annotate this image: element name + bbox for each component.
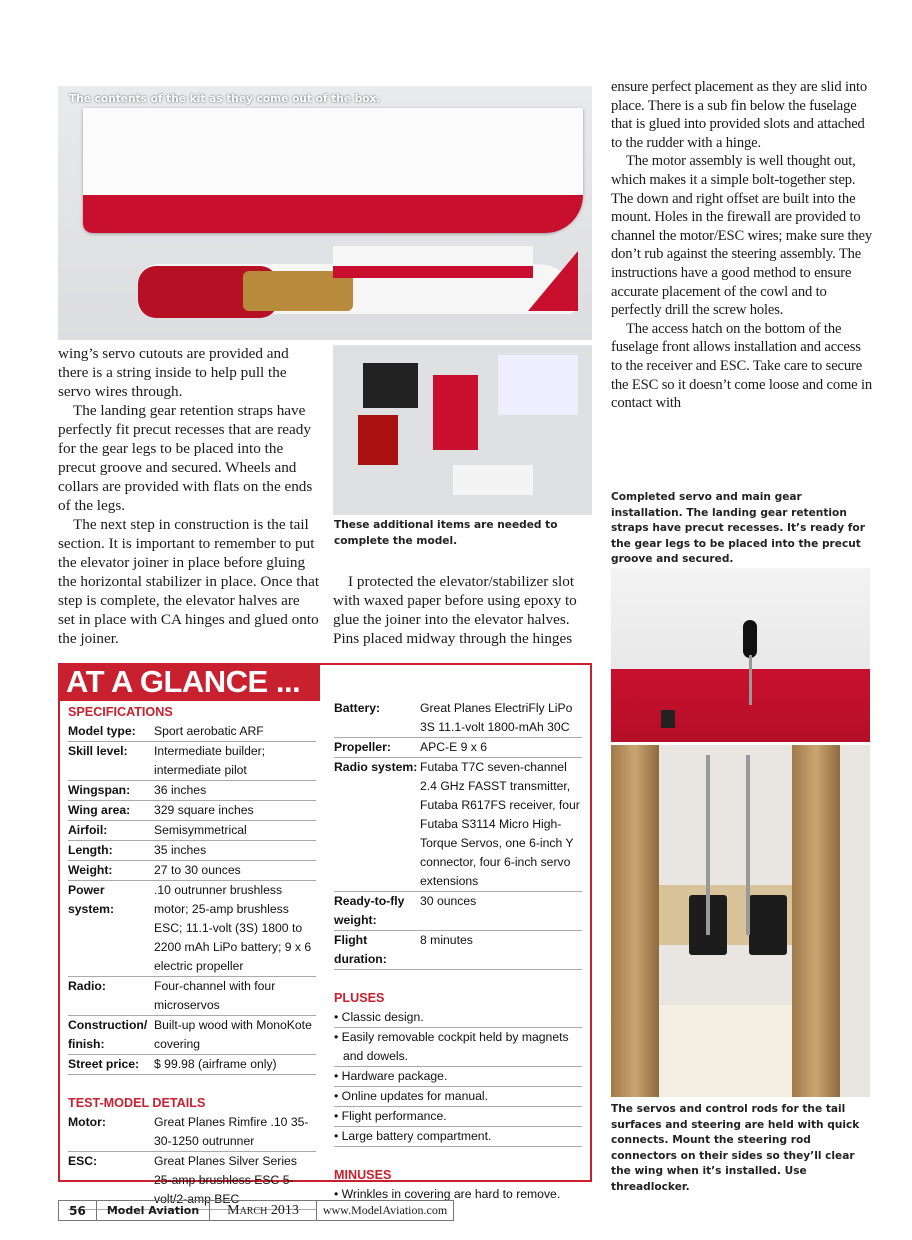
spec-value: 35 inches [154, 843, 207, 857]
servo-image [661, 710, 675, 728]
specifications-heading: SPECIFICATIONS [68, 705, 173, 719]
additional-items-photo [333, 345, 592, 515]
paragraph: The landing gear retention straps have perfectly fit precut recesses that are ready for the gear legs to be placed into the precut groove and secured. Wheels and collars are provided with flats on the ends of the legs. [58, 402, 313, 514]
specs-column [68, 703, 316, 1210]
website-link[interactable]: www.ModelAviation.com [322, 1203, 448, 1217]
spec-value: Four-channel with four microservos [154, 979, 276, 1012]
spec-label: Length: [68, 843, 113, 857]
minuses-heading: MINUSES [334, 1168, 392, 1182]
list-item: • Flight performance. [334, 1107, 582, 1127]
pushrod-image [706, 755, 710, 935]
glance-title: AT A GLANCE ... [60, 665, 320, 701]
spec-value: Semisymmetrical [154, 823, 247, 837]
spec-value: Great Planes ElectriFly LiPo 3S 11.1-volt 1800-mAh 30C [420, 701, 573, 734]
spec-row [68, 781, 316, 801]
spec-row [334, 892, 582, 931]
spec-label: Motor: [68, 1115, 106, 1129]
tail-servos-photo [611, 745, 870, 1097]
rail-image [611, 745, 659, 1097]
paragraph: The access hatch on the bottom of the fuselage front allows installation and access to the receiver and ESC. Take care to secure the ESC so it doesn’t come loose and come in contact with [611, 320, 873, 412]
paragraph: The next step in construction is the tail section. It is important to remember to put the elevator joiner in place before gluing the horizontal stabilizer in place. Once that step is complete, the elevator halves are set in place with CA hinges and glued onto the joiner. [58, 516, 320, 647]
spec-value: Great Planes Silver Series 25-amp brushless ESC 5-volt/2-amp BEC [154, 1154, 297, 1206]
column-2 [333, 572, 595, 648]
test-model-list [334, 699, 582, 970]
spec-row [68, 861, 316, 881]
details-column [334, 699, 582, 1204]
page-footer [58, 1200, 454, 1221]
pluses-list [334, 1008, 582, 1147]
spec-value: APC-E 9 x 6 [420, 740, 488, 754]
list-item: • Hardware package. [334, 1067, 582, 1087]
spec-row [334, 931, 582, 970]
spec-value: 8 minutes [420, 933, 473, 947]
item-box [453, 465, 533, 495]
spec-label: Model type: [68, 724, 136, 738]
item-box [358, 415, 398, 465]
gear-leg-image [749, 655, 752, 705]
list-item: • Wrinkles in covering are hard to remove. [334, 1187, 561, 1201]
paragraph: wing’s servo cutouts are provided and there is a string inside to help pull the servo wires through. [58, 345, 289, 400]
spec-label: Ready-to-fly weight: [334, 894, 405, 927]
spec-row [68, 801, 316, 821]
spec-value: 27 to 30 ounces [154, 863, 241, 877]
item-box [363, 363, 418, 408]
spec-value: 329 square inches [154, 803, 254, 817]
spec-row [68, 881, 316, 977]
spec-value: Built-up wood with MonoKote covering [154, 1018, 312, 1051]
test-model-list [68, 1113, 316, 1210]
item-box [498, 355, 578, 415]
kit-caption: The contents of the kit as they come out of the box. [69, 93, 381, 105]
paragraph: The motor assembly is well thought out, which makes it a simple bolt-together step. The down and right offset are built into the mount. Holes in the firewall are provided to channel the motor/ESC wires; make sure they don’t rub against the steering assembly. The instructions have a good method to ensure accurate placement of the cowl and to perfectly drill the screw holes. [611, 153, 873, 319]
spec-row [334, 699, 582, 738]
hatch-image [659, 1005, 792, 1097]
pushrod-image [746, 755, 750, 935]
spec-label: Battery: [334, 701, 381, 715]
issue-date: March 2013 [210, 1201, 317, 1220]
servo-image [749, 895, 787, 955]
spec-value: .10 outrunner brushless motor; 25-amp brushless ESC; 11.1-volt (3S) 1800 to 2200 mAh LiPo battery; 9 x 6 electric propeller [154, 883, 312, 973]
servo-gear-photo [611, 560, 870, 742]
spec-value: $ 99.98 (airframe only) [154, 1057, 277, 1071]
list-item: • Large battery compartment. [334, 1127, 582, 1147]
spec-row [68, 742, 316, 781]
spec-label: Radio: [68, 979, 106, 993]
list-item: • Classic design. [334, 1008, 582, 1028]
spec-label: Wingspan: [68, 783, 131, 797]
spec-value: Futaba T7C seven-channel 2.4 GHz FASST transmitter, Futaba R617FS receiver, four Futaba S3114 Micro High-Torque Servos, one 6-inch Y connector, four 6-inch servo extensions [420, 760, 580, 888]
items-caption: These additional items are needed to complete the model. [334, 519, 558, 547]
spec-row [68, 977, 316, 1016]
magazine-name: Model Aviation [97, 1201, 210, 1220]
kit-contents-photo [58, 86, 592, 340]
spec-row [68, 1055, 316, 1075]
spec-label: Propeller: [334, 740, 391, 754]
rail-image [792, 745, 840, 1097]
tail-caption: The servos and control rods for the tail surfaces and steering are held with quick connects. Mount the steering rod connectors on their sides so they’ll clear the wing when it’s installed. Use threadlocker. [611, 1103, 860, 1193]
spec-row [334, 738, 582, 758]
spec-label: Radio system: [334, 760, 418, 774]
spec-row [334, 758, 582, 892]
item-box [433, 375, 478, 450]
specs-list [68, 722, 316, 1075]
at-a-glance-box [58, 663, 592, 1206]
spec-row [68, 821, 316, 841]
wheel-image [743, 620, 757, 658]
spec-value: 30 ounces [420, 894, 477, 908]
spec-label: Airfoil: [68, 823, 108, 837]
spec-value: Sport aerobatic ARF [154, 724, 264, 738]
wing-image [83, 108, 583, 233]
column-1 [58, 344, 320, 648]
spec-label: Wing area: [68, 803, 131, 817]
spec-label: Flight duration: [334, 933, 387, 966]
servo-caption: Completed servo and main gear installation. The landing gear retention straps have precut recesses. It’s ready for the gear legs to be placed into the precut groove and secured. [611, 490, 873, 568]
spec-value: 36 inches [154, 783, 207, 797]
spec-row [68, 1016, 316, 1055]
spec-label: Power system: [68, 883, 115, 916]
spec-label: Street price: [68, 1057, 140, 1071]
page-number: 56 [59, 1201, 97, 1220]
spec-label: Skill level: [68, 744, 128, 758]
list-item: • Online updates for manual. [334, 1087, 582, 1107]
spec-row [68, 841, 316, 861]
spec-label: Construction/ finish: [68, 1018, 148, 1051]
column-3 [611, 78, 875, 413]
test-model-heading: TEST-MODEL DETAILS [68, 1096, 206, 1110]
list-item: • Easily removable cockpit held by magnets and dowels. [334, 1028, 582, 1067]
spec-label: ESC: [68, 1154, 98, 1168]
paragraph: ensure perfect placement as they are slid into place. There is a sub fin below the fuselage that is glued into provided slots and attached to the rudder with a hinge. [611, 79, 868, 151]
pluses-heading: PLUSES [334, 991, 385, 1005]
stabilizer-image [333, 246, 533, 278]
spec-label: Weight: [68, 863, 113, 877]
spec-row [68, 722, 316, 742]
paragraph: I protected the elevator/stabilizer slot with waxed paper before using epoxy to glue the joiner into the elevator halves. Pins placed midway through the hinges [333, 573, 577, 647]
spec-value: Intermediate builder; intermediate pilot [154, 744, 266, 777]
spec-row [68, 1113, 316, 1152]
spec-value: Great Planes Rimfire .10 35-30-1250 outrunner [154, 1115, 309, 1148]
